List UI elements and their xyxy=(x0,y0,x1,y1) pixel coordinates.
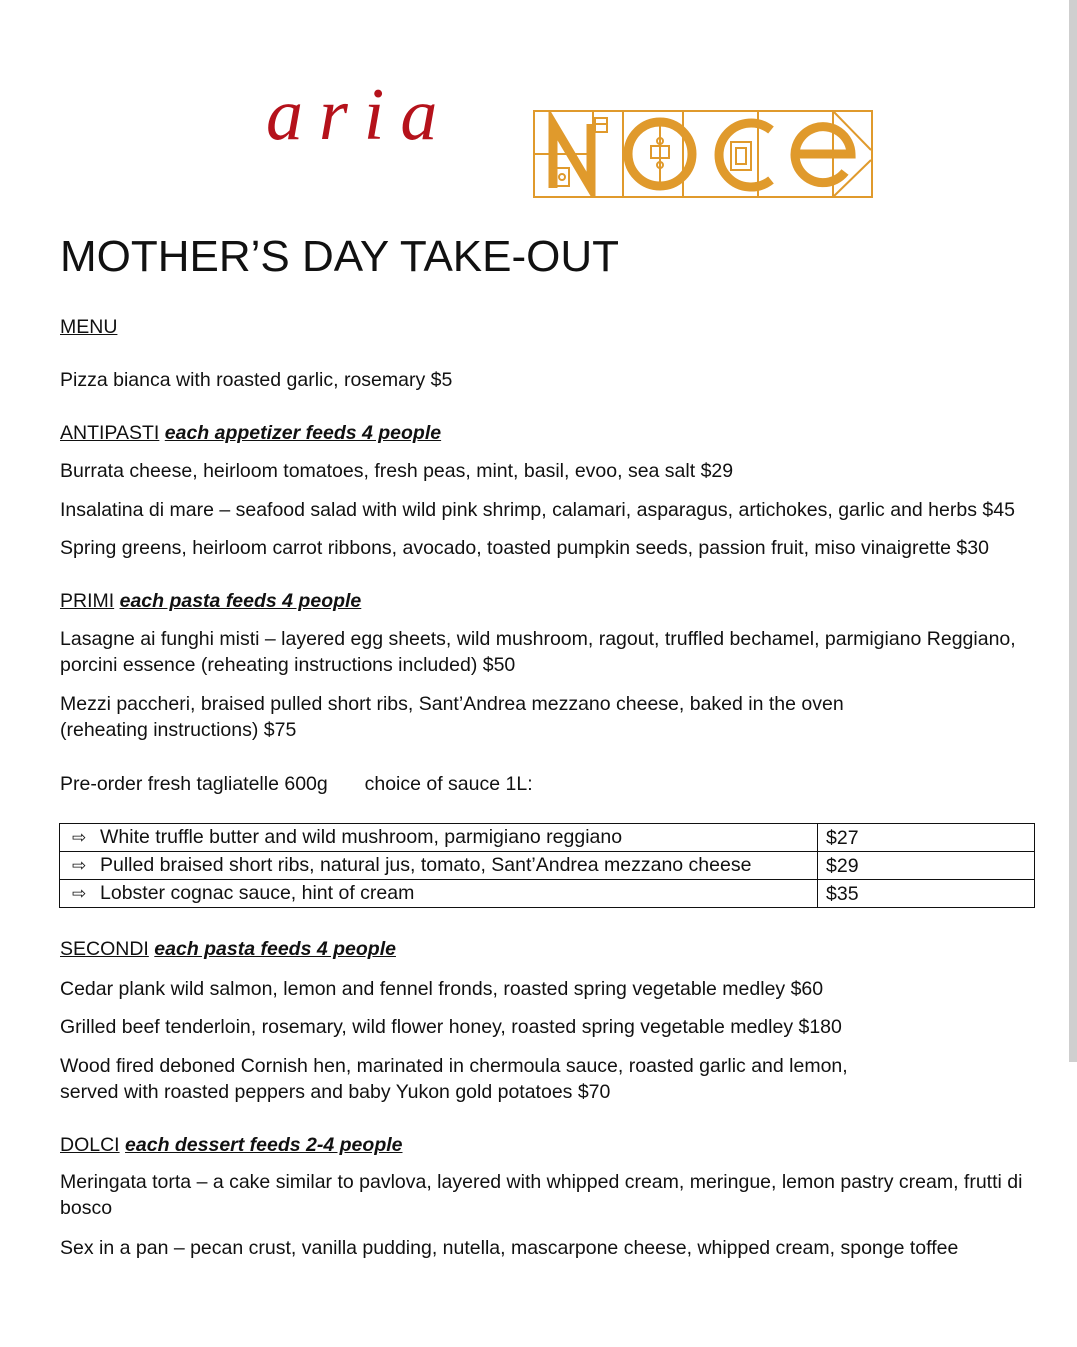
section-note: each pasta feeds 4 people xyxy=(154,938,396,960)
menu-item: Insalatina di mare – seafood salad with wild pink shrimp, calamari, asparagus, artichokes, garlic and herbs $45 xyxy=(60,499,1015,521)
section-heading-primi xyxy=(60,588,361,614)
menu-item: Sex in a pan – pecan crust, vanilla pudding, nutella, mascarpone cheese, whipped cream, sponge toffee xyxy=(60,1237,959,1259)
aria-logo: aria xyxy=(266,74,454,156)
sauce-name-cell xyxy=(60,852,818,880)
sauce-name: Pulled braised short ribs, natural jus, tomato, Sant’Andrea mezzano cheese xyxy=(100,854,752,876)
menu-item: Burrata cheese, heirloom tomatoes, fresh peas, mint, basil, evoo, sea salt $29 xyxy=(60,460,734,482)
section-note: each dessert feeds 2-4 people xyxy=(125,1134,403,1156)
sauce-label: choice of sauce 1L: xyxy=(364,773,533,795)
page-title: MOTHER’S DAY TAKE-OUT xyxy=(60,232,620,281)
section-label: DOLCI xyxy=(60,1134,120,1156)
section-note: each pasta feeds 4 people xyxy=(119,590,362,612)
section-note: each appetizer feeds 4 people xyxy=(164,422,442,444)
sauce-price: $27 xyxy=(818,824,1035,852)
menu-heading: MENU xyxy=(60,316,118,338)
arrow-right-icon: ⇨ xyxy=(72,828,87,847)
table-row xyxy=(60,880,1035,908)
section-heading-secondi xyxy=(60,936,396,962)
section-label: ANTIPASTI xyxy=(60,422,160,444)
arrow-right-icon: ⇨ xyxy=(72,884,87,903)
arrow-right-icon: ⇨ xyxy=(72,856,87,875)
scrollbar[interactable] xyxy=(1069,0,1077,1062)
section-heading-dolci xyxy=(60,1132,403,1158)
sauce-price: $35 xyxy=(818,880,1035,908)
menu-item: Pizza bianca with roasted garlic, rosemary $5 xyxy=(60,369,453,391)
sauce-price: $29 xyxy=(818,852,1035,880)
section-label: PRIMI xyxy=(60,590,115,612)
section-label: SECONDI xyxy=(60,938,149,960)
sauce-name: Lobster cognac sauce, hint of cream xyxy=(100,882,415,904)
menu-item: Grilled beef tenderloin, rosemary, wild flower honey, roasted spring vegetable medley $180 xyxy=(60,1016,842,1038)
menu-item: Meringata torta – a cake similar to pavlova, layered with whipped cream, meringue, lemon pastry cream, frutti di bosco xyxy=(60,1171,1023,1219)
menu-item: Mezzi paccheri, braised pulled short ribs, Sant’Andrea mezzano cheese, baked in the oven (reheating instructions) $75 xyxy=(60,693,844,741)
preorder-line xyxy=(60,771,533,797)
table-row xyxy=(60,852,1035,880)
sauce-name: White truffle butter and wild mushroom, parmigiano reggiano xyxy=(100,826,623,848)
menu-item: Wood fired deboned Cornish hen, marinated in chermoula sauce, roasted garlic and lemon, served with roasted peppers and baby Yukon gold potatoes $70 xyxy=(60,1055,848,1103)
menu-item: Lasagne ai funghi misti – layered egg sheets, wild mushroom, ragout, truffled bechamel, parmigiano Reggiano, porcini essence (reheating instructions included) $50 xyxy=(60,628,1016,676)
sauce-name-cell xyxy=(60,824,818,852)
sauce-table xyxy=(59,823,1035,908)
preorder-text: Pre-order fresh tagliatelle 600g xyxy=(60,773,328,795)
section-heading-antipasti xyxy=(60,420,441,446)
menu-item: Spring greens, heirloom carrot ribbons, avocado, toasted pumpkin seeds, passion fruit, miso vinaigrette $30 xyxy=(60,537,989,559)
menu-item: Cedar plank wild salmon, lemon and fennel fronds, roasted spring vegetable medley $60 xyxy=(60,978,824,1000)
noce-logo xyxy=(533,110,873,198)
sauce-name-cell xyxy=(60,880,818,908)
table-row xyxy=(60,824,1035,852)
